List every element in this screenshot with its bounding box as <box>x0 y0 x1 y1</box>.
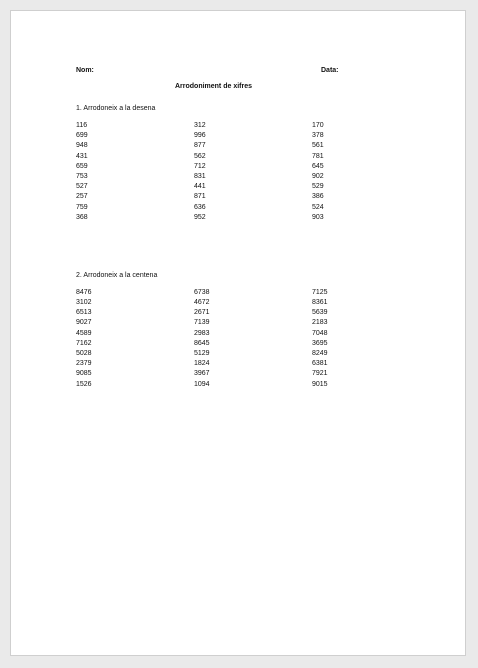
number-row <box>76 162 351 172</box>
number-row <box>76 339 351 349</box>
number-cell: 386 <box>312 193 324 201</box>
number-cell: 3695 <box>312 339 328 347</box>
number-row <box>76 182 351 192</box>
number-cell: 4672 <box>194 299 210 307</box>
worksheet-title: Arrodoniment de xifres <box>174 83 252 90</box>
number-cell: 431 <box>76 152 88 160</box>
number-cell: 759 <box>76 203 88 211</box>
number-cell: 5639 <box>312 309 328 317</box>
number-cell: 257 <box>76 193 88 201</box>
number-cell: 902 <box>312 172 324 180</box>
number-cell: 7139 <box>194 319 210 327</box>
number-cell: 8361 <box>312 299 328 307</box>
number-cell: 645 <box>312 162 324 170</box>
number-cell: 9027 <box>76 319 92 327</box>
section-2-number-grid <box>76 288 351 390</box>
number-cell: 378 <box>312 132 324 140</box>
document-page <box>10 10 466 656</box>
number-cell: 170 <box>312 122 324 129</box>
number-cell: 948 <box>76 142 88 150</box>
number-row <box>76 213 351 223</box>
number-row <box>76 369 351 379</box>
number-cell: 8476 <box>76 288 92 296</box>
number-cell: 903 <box>312 213 324 221</box>
number-cell: 996 <box>194 132 206 140</box>
number-cell: 529 <box>312 183 324 191</box>
number-row <box>76 203 351 213</box>
number-cell: 1824 <box>194 360 210 368</box>
number-cell: 3967 <box>194 370 210 378</box>
number-cell: 312 <box>194 122 206 129</box>
number-row <box>76 349 351 359</box>
number-cell: 7921 <box>312 370 328 378</box>
number-cell: 1094 <box>194 380 210 388</box>
number-cell: 699 <box>76 132 88 140</box>
number-cell: 6381 <box>312 360 328 368</box>
number-cell: 8645 <box>194 339 210 347</box>
number-cell: 8249 <box>312 350 328 357</box>
number-cell: 781 <box>312 152 324 160</box>
number-row <box>76 308 351 318</box>
name-label: Nom: <box>76 67 94 74</box>
number-cell: 659 <box>76 162 88 170</box>
number-cell: 871 <box>194 193 206 201</box>
number-cell: 877 <box>194 142 206 150</box>
number-cell: 9015 <box>312 380 328 388</box>
number-cell: 7125 <box>312 288 328 296</box>
number-cell: 441 <box>194 183 206 191</box>
section-1-number-grid <box>76 121 351 223</box>
section-spacer <box>76 223 351 261</box>
number-cell: 116 <box>76 122 88 129</box>
number-row <box>76 329 351 339</box>
number-cell: 2379 <box>76 360 92 368</box>
number-cell: 2183 <box>312 319 328 327</box>
number-row <box>76 380 351 390</box>
number-cell: 562 <box>194 152 206 160</box>
number-cell: 2671 <box>194 309 210 317</box>
number-cell: 636 <box>194 203 206 211</box>
number-row <box>76 131 351 141</box>
number-cell: 527 <box>76 183 88 191</box>
number-cell: 7048 <box>312 329 328 337</box>
number-cell: 5028 <box>76 350 92 357</box>
number-cell: 1526 <box>76 380 92 388</box>
number-cell: 712 <box>194 162 206 170</box>
number-row <box>76 192 351 202</box>
date-label: Data: <box>321 67 339 74</box>
number-row <box>76 298 351 308</box>
number-cell: 7162 <box>76 339 92 347</box>
number-row <box>76 318 351 328</box>
number-row <box>76 359 351 369</box>
section-2-title: 2. Arrodoneix a la centena <box>76 271 158 279</box>
number-cell: 952 <box>194 213 206 221</box>
number-cell: 6513 <box>76 309 92 317</box>
worksheet-header <box>76 66 351 78</box>
number-cell: 524 <box>312 203 324 211</box>
number-cell: 9085 <box>76 370 92 378</box>
number-row <box>76 121 351 131</box>
number-cell: 5129 <box>194 350 210 357</box>
number-cell: 6738 <box>194 288 210 296</box>
number-cell: 561 <box>312 142 324 150</box>
number-cell: 368 <box>76 213 88 221</box>
number-cell: 2983 <box>194 329 210 337</box>
number-cell: 4589 <box>76 329 92 337</box>
number-row <box>76 172 351 182</box>
number-row <box>76 141 351 151</box>
section-1-title: 1. Arrodoneix a la desena <box>76 105 156 112</box>
number-cell: 753 <box>76 172 88 180</box>
worksheet-content <box>76 66 351 390</box>
number-row <box>76 152 351 162</box>
number-row <box>76 288 351 298</box>
number-cell: 831 <box>194 172 206 180</box>
number-cell: 3102 <box>76 299 92 307</box>
